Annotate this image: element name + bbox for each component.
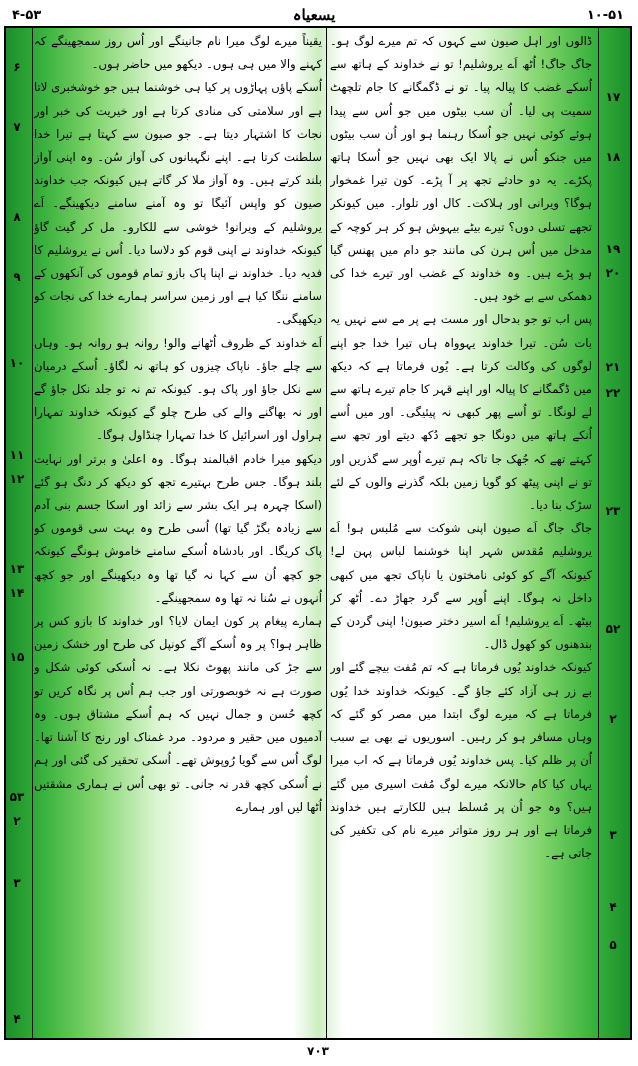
paragraph: اَے خداوند کے ظروف اُٹھانے والو! روانہ ہو روانہ ہو۔ وہاں سے چلے جاؤ۔ ناپاک چیزوں کو ہاتھ نہ لگاؤ۔ اُسکے درمیان سے نکل جاؤ اور پاک ہو۔ کیونکہ تم نہ تو جلد نکل جاؤ گے اور نہ بھاگنے والے کی طرح چلو گے کیونکہ خداوند تمہارا ہراول اور اسرائیل کا خدا تمہارا چنڈاول ہوگا۔	[34, 335, 322, 443]
verse-number: ۶	[13, 60, 21, 74]
left-gutter-divider	[32, 28, 33, 1038]
verse-number: ۲۰	[605, 266, 621, 280]
verse-number: ۲۲	[605, 386, 621, 400]
page-footer	[4, 1038, 632, 1062]
verse-number: ۱۳	[9, 562, 25, 576]
verse-number: ۱۷	[605, 90, 621, 104]
column-divider	[326, 28, 327, 1038]
verse-number: ۱۹	[605, 242, 621, 256]
paragraph: ہمارے پیغام پر کون ایمان لایا؟ اور خداوند کا بازو کس پر ظاہر ہوا؟ پر وہ اُسکے آگے کونپل کی طرح اور خشک زمین سے جڑ کی مانند پھوٹ نکلا ہے۔ نہ اُسکی کوئی شکل و صورت ہے نہ خوبصورتی اور جب ہم اُس پر نگاہ کریں تو کچھ حُسن و جمال نہیں کہ ہم اُسکے مشتاق ہوں۔ وہ آدمیوں میں حقیر و مردود۔ مرد غمناک اور رنج کا آشنا تھا۔ لوگ اُس سے گویا رُوپوش تھے۔ اُسکی تحقیر کی گئی اور ہم نے اُسکی کچھ قدر نہ جانی۔ تو بھی اُس نے ہماری مشقتیں اُٹھا لیں اور ہمارے	[34, 614, 322, 814]
paragraph: اُسکے پاؤں پہاڑوں پر کیا ہی خوشنما ہیں جو خوشخبری لاتا ہے اور سلامتی کی منادی کرتا ہے اور خیریت کی خبر اور نجات کا اشتہار دیتا ہے۔ جو صیون سے کہتا ہے تیرا خدا سلطنت کرتا ہے۔ اپنے نگہبانوں کی آواز سُن۔ وہ اپنی آواز بلند کرتے ہیں۔ وہ آواز ملا کر گاتے ہیں کیونکہ جب خداوند صیون کو واپس آئیگا تو وہ آمنے سامنے دیکھینگے۔ اَے یروشلیم کے ویرانو! خوشی سے للکارو۔ مل کر گیت گاؤ کیونکہ خداوند نے اپنی قوم کو دلاسا دیا۔ اُس نے یروشلیم کا فدیہ دیا۔ خداوند نے اپنا پاک بازو تمام قوموں کی آنکھوں کے سامنے ننگا کیا ہے اور زمین سراسر ہمارے خدا کی نجات کو دیکھیگی۔	[34, 80, 322, 327]
right-text-column	[330, 30, 592, 1036]
verse-number: ۹	[13, 270, 21, 284]
book-title: یسعیاہ	[292, 6, 336, 24]
paragraph: دیکھو میرا خادم اقبالمند ہوگا۔ وہ اعلیٰ و برتر اور نہایت بلند ہوگا۔ جس طرح بہتیرے تجھ کو دیکھ کر دنگ ہو گئے (اسکا چہرہ ہر ایک بشر سے زائد اور اسکا جسم بنی آدم سے زیادہ بگڑ گیا تھا) اُسی طرح وہ بہت سی قوموں کو پاک کریگا۔ اور بادشاہ اُسکے سامنے خاموش ہونگے کیونکہ جو کچھ اُن سے کہا نہ گیا تھا وہ دیکھینگے اور جو کچھ اُنہوں نے سُنا نہ تھا وہ سمجھینگے۔	[34, 451, 322, 605]
verse-number: ۲	[609, 712, 617, 726]
verse-number: ۲	[13, 814, 21, 828]
verse-number: ۱۰	[9, 356, 25, 370]
verse-number: ۲۱	[605, 360, 621, 374]
verse-number: ۱۵	[9, 650, 25, 664]
paragraph: کیونکہ خداوند یُوں فرماتا ہے کہ تم مُفت بیچے گئے اور بے زر ہی آزاد کئے جاؤ گے۔ کیونکہ خداوند خدا یُوں فرماتا ہے کہ میرے لوگ ابتدا میں مصر کو گئے کہ وہاں مسافر ہو کر رہیں۔ اسوریوں نے بھی بے سبب اُن پر ظلم کیا۔ پس خداوند یُوں فرماتا ہے کہ اب میرا یہاں کیا کام حالانکہ میرے لوگ مُفت اسیری میں گئے ہیں؟ وہ جو اُن پر مُسلط ہیں للکارتے ہیں خداوند فرماتا ہے اور ہر روز متواتر میرے نام کی تکفیر کی جاتی ہے۔	[330, 660, 592, 861]
verse-number: ۳	[609, 828, 617, 842]
verse-number: ۳	[13, 876, 21, 890]
chapter-number: ۵۲	[605, 622, 621, 636]
verse-number: ۱۸	[605, 150, 621, 164]
verse-number: ۱۴	[9, 586, 25, 600]
verse-number: ۸	[13, 210, 21, 224]
right-verse-gutter	[600, 30, 628, 1036]
verse-number: ۷	[13, 120, 21, 134]
verse-number: ۴	[13, 1012, 21, 1026]
verse-number: ۲۳	[605, 504, 621, 518]
left-chapter-reference: ۴-۵۳	[12, 7, 42, 23]
verse-number: ۱۱	[9, 448, 25, 462]
paragraph: جاگ جاگ اَے صیون اپنی شوکت سے مُلبس ہو! اَے یروشلیم مُقدس شہر اپنا خوشنما لباس پہن لے! کیونکہ آگے کو کوئی نامختون یا ناپاک تجھ میں کبھی داخل نہ ہوگا۔ اپنے اُوپر سے گرد جھاڑ دے۔ اُٹھ کر بیٹھ۔ اَے یروشلیم! اَے اسیر دختر صیون! اپنی گردن کے بندھنوں کو کھول ڈال۔	[330, 521, 592, 652]
chapter-number: ۵۳	[9, 790, 25, 804]
paragraph: ڈالوں اور اہل صیون سے کہوں کہ تم میرے لوگ ہو۔ جاگ جاگ! اُٹھ اَے یروشلیم! تو نے خداوند کے ہاتھ سے اُسکے غضب کا پیالہ پیا۔ تو نے ڈگمگانے کا جام تلچھٹ سمیت پی لیا۔ اُن سب بیٹوں میں جو اُس سے پیدا ہوئے کوئی نہیں جو اُسکا رہنما ہو اور اُن سب بیٹوں میں جنکو اُس نے پالا ایک بھی نہیں جو اُسکا ہاتھ پکڑے۔ یہ دو حادثے تجھ پر آ پڑے۔ کون تیرا غمخوار ہوگا؟ ویرانی اور ہلاکت۔ کال اور تلوار۔ میں کیونکر تجھے تسلی دوں؟ تیرے بیٹے بیہوش ہو کر ہر کوچہ کے مدخل میں اُس ہرن کی مانند جو دام میں پھنس گیا ہو پڑے ہیں۔ وہ خداوند کے غضب اور تیرے خدا کی دھمکی سے بے خود ہیں۔	[330, 34, 592, 304]
left-verse-gutter	[4, 30, 32, 1036]
verse-number: ۴	[609, 900, 617, 914]
verse-number: ۱۲	[9, 472, 25, 486]
right-chapter-reference: ۱۰-۵۱	[586, 7, 624, 23]
paragraph: یقیناً میرے لوگ میرا نام جانینگے اور اُس روز سمجھینگے کہ کہنے والا میں ہی ہوں۔ دیکھو میں حاضر ہوں۔	[34, 34, 322, 72]
right-gutter-divider	[598, 28, 599, 1038]
verse-number: ۵	[609, 938, 617, 952]
page-header	[4, 4, 632, 28]
page-number: ۷۰۳	[307, 1044, 329, 1058]
paragraph: پس اب تو جو بدحال اور مست ہے پر مے سے نہیں یہ بات سُن۔ تیرا خداوند یہوواہ ہاں تیرا خدا جو اپنے لوگوں کی وکالت کرتا ہے۔ یُوں فرماتا ہے کہ دیکھ میں ڈگمگانے کا پیالہ اور اپنے قہر کا جام تیرے ہاتھ سے لے لونگا۔ تو اُسے پھر کبھی نہ پیئیگی۔ اور میں اُسے اُنکے ہاتھ میں دونگا جو تجھے دُکھ دیتے اور تجھ سے کہتے تھے کہ جُھک جا تاکہ ہم تیرے اُوپر سے گذریں اور تو نے اپنی پیٹھ کو گویا زمین بلکہ گذرنے والوں کے لئے سڑک بنا دیا۔	[330, 312, 592, 513]
left-text-column	[34, 30, 322, 1036]
